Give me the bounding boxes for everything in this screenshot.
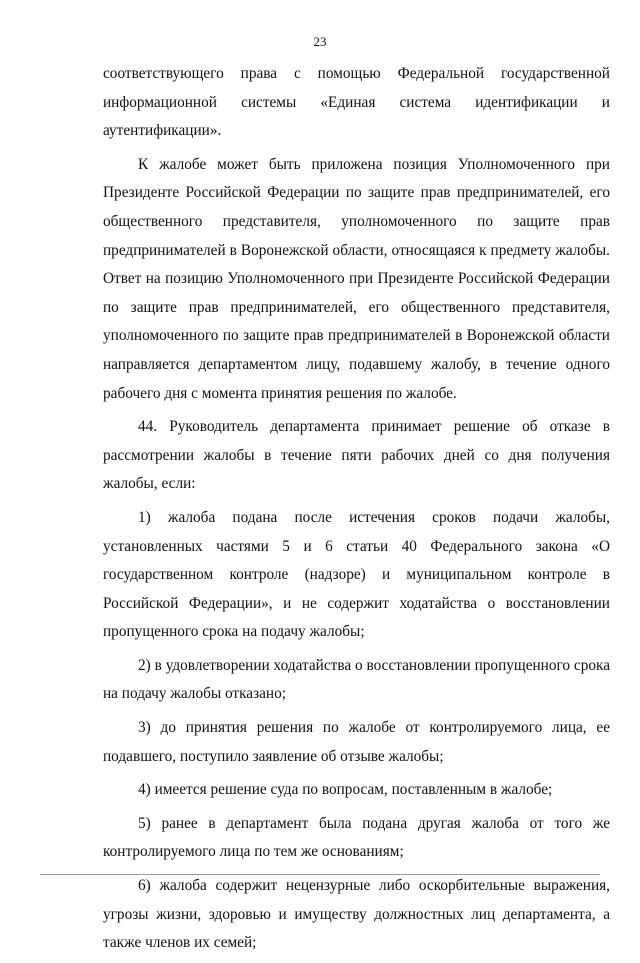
- page-number: 23: [313, 34, 327, 49]
- list-item-3: 3) до принятия решения по жалобе от контролируемого лица, ее подавшего, поступило заявление об отзыве жалобы;: [103, 719, 610, 765]
- list-item-5: 5) ранее в департамент была подана другая жалоба от того же контролируемого лица по тем же основаниям;: [103, 814, 610, 861]
- document-body: [103, 60, 610, 963]
- paragraph-ombudsman-position: К жалобе может быть приложена позиция Уполномоченного при Президенте Российской Федерации по защите прав предпринимателей, его общественного представителя, уполномоченного по защите прав предпринимателей в Воронежской области, относящаяся к предмету жалобы. Ответ на позицию Уполномоченного при Президенте Российской Федерации по защите прав предпринимателей, его общественного представителя, уполномоченного по защите прав предпринимателей в Воронежской области направляется департаментом лицу, подавшему жалобу, в течение одного рабочего дня с момента принятия решения по жалобе.: [103, 155, 610, 402]
- list-item-4: 4) имеется решение суда по вопросам, поставленным в жалобе;: [138, 781, 553, 799]
- list-item-6: 6) жалоба содержит нецензурные либо оскорбительные выражения, угрозы жизни, здоровью и имуществу должностных лиц департамента, а также членов их семей;: [103, 877, 610, 952]
- paragraph-continuation: соответствующего права с помощью Федеральной государственной информационной системы «Единая система идентификации и аутентификации».: [103, 65, 610, 140]
- paragraph-item-44: 44. Руководитель департамента принимает решение об отказе в рассмотрении жалобы в течение пяти рабочих дней со дня получения жалобы, если:: [103, 418, 610, 493]
- page-bottom-divider: [40, 874, 600, 875]
- list-item-1: 1) жалоба подана после истечения сроков подачи жалобы, установленных частями 5 и 6 статьи 40 Федерального закона «О государственном контроле (надзоре) и муниципальном контроле в Российской Федерации», и не содержит ходатайства о восстановлении пропущенного срока на подачу жалобы;: [103, 508, 610, 641]
- list-item-2: 2) в удовлетворении ходатайства о восстановлении пропущенного срока на подачу жалобы отказано;: [103, 656, 610, 703]
